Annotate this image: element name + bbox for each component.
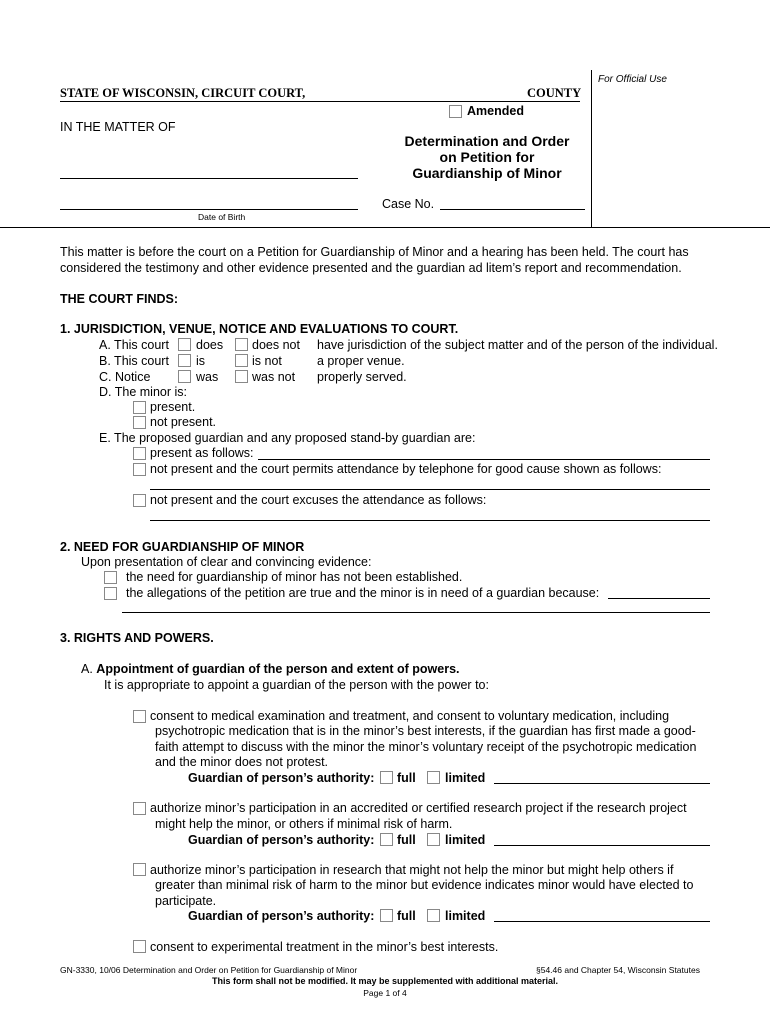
s1-e-excused-label: not present and the court excuses the attendance as follows: [150, 493, 487, 507]
authority-1-limited-line[interactable] [494, 783, 710, 784]
authority-label-1: Guardian of person’s authority: [188, 771, 375, 785]
authority-2-limited-label: limited [445, 833, 486, 847]
s1-a-text: have jurisdiction of the subject matter and of the person of the individual. [317, 338, 718, 352]
footer-statute: §54.46 and Chapter 54, Wisconsin Statutes [536, 965, 700, 975]
power-medical-line-4: and the minor does not protest. [155, 755, 329, 769]
s2-sub: Upon presentation of clear and convincing evidence: [81, 555, 372, 569]
authority-1-limited-label: limited [445, 771, 486, 785]
s1-e-present-label: present as follows: [150, 446, 254, 460]
authority-2-full-checkbox[interactable] [380, 833, 393, 846]
s2-allegations-true-label: the allegations of the petition are true and the minor is in need of a guardian because: [126, 586, 600, 600]
s1-b-is-not-checkbox[interactable] [235, 354, 248, 367]
form-title-line-2: on Petition for [439, 149, 535, 165]
authority-2-limited-checkbox[interactable] [427, 833, 440, 846]
authority-3-limited-checkbox[interactable] [427, 909, 440, 922]
date-of-birth-label: Date of Birth [198, 212, 246, 222]
s1-c-was-not-checkbox[interactable] [235, 370, 248, 383]
s3-a-prefix: A. [81, 662, 93, 676]
authority-3-full-label: full [397, 909, 416, 923]
s1-a-does-not-checkbox[interactable] [235, 338, 248, 351]
s1-e-present-checkbox[interactable] [133, 447, 146, 460]
s2-allegations-true-checkbox[interactable] [104, 587, 117, 600]
s1-a-does-not-label: does not [252, 338, 300, 352]
power-research-others-line-3: participate. [155, 894, 217, 908]
authority-1-limited-checkbox[interactable] [427, 771, 440, 784]
case-no-label: Case No. [382, 197, 435, 211]
power-research-line-1: authorize minor’s participation in an accredited or certified research project if the research project [150, 801, 687, 815]
footer-notice: This form shall not be modified. It may be supplemented with additional material. [211, 976, 559, 986]
s2-not-established-checkbox[interactable] [104, 571, 117, 584]
s2-because-line-2[interactable] [122, 612, 710, 613]
authority-1-full-label: full [397, 771, 416, 785]
s1-d-present-checkbox[interactable] [133, 401, 146, 414]
s1-a-does-label: does [196, 338, 224, 352]
date-of-birth-line[interactable] [60, 209, 358, 210]
intro-line-2: considered the testimony and other evidence presented and the guardian ad litem’s report and recommendation. [60, 261, 682, 275]
s1-c-was-label: was [196, 370, 219, 384]
s1-e-telephone-checkbox[interactable] [133, 463, 146, 476]
s1-d-present-label: present. [150, 400, 196, 414]
s1-e-present-line[interactable] [258, 459, 710, 460]
s1-c-was-checkbox[interactable] [178, 370, 191, 383]
s2-because-line-1[interactable] [608, 598, 710, 599]
authority-label-2: Guardian of person’s authority: [188, 833, 375, 847]
s1-c-text: properly served. [317, 370, 407, 384]
power-medical-line-3: faith attempt to discuss with the minor the minor’s voluntary receipt of the psychotropic medication [155, 740, 697, 754]
court-county-line[interactable] [60, 101, 580, 102]
official-use-divider [591, 70, 592, 228]
s3-a-heading: Appointment of guardian of the person and extent of powers. [96, 662, 460, 676]
footer-form-id: GN-3330, 10/06 Determination and Order on Petition for Guardianship of Minor [60, 965, 358, 975]
s1-e-excused-line[interactable] [150, 520, 710, 521]
s1-a-label: A. This court [99, 338, 169, 352]
county-label: COUNTY [527, 86, 582, 100]
power-research-checkbox[interactable] [133, 802, 146, 815]
case-no-line[interactable] [440, 209, 585, 210]
power-medical-checkbox[interactable] [133, 710, 146, 723]
s1-d-not-present-checkbox[interactable] [133, 416, 146, 429]
authority-3-limited-label: limited [445, 909, 486, 923]
s1-a-does-checkbox[interactable] [178, 338, 191, 351]
authority-label-3: Guardian of person’s authority: [188, 909, 375, 923]
s1-b-text: a proper venue. [317, 354, 405, 368]
section-3-heading: 3. RIGHTS AND POWERS. [60, 631, 214, 645]
authority-3-full-checkbox[interactable] [380, 909, 393, 922]
s2-not-established-label: the need for guardianship of minor has not been established. [126, 570, 463, 584]
s1-e-excused-checkbox[interactable] [133, 494, 146, 507]
s1-b-is-label: is [196, 354, 206, 368]
authority-3-limited-line[interactable] [494, 921, 710, 922]
footer-page-number: Page 1 of 4 [363, 988, 407, 998]
power-medical-line-1: consent to medical examination and treatment, and consent to voluntary medication, including [150, 709, 670, 723]
court-label: STATE OF WISCONSIN, CIRCUIT COURT, [60, 86, 306, 100]
s1-e-telephone-label: not present and the court permits attendance by telephone for good cause shown as follows: [150, 462, 662, 476]
s1-b-label: B. This court [99, 354, 169, 368]
s1-c-label: C. Notice [99, 370, 151, 384]
s1-d-not-present-label: not present. [150, 415, 217, 429]
power-experimental-label: consent to experimental treatment in the minor’s best interests. [150, 940, 499, 954]
s1-c-was-not-label: was not [252, 370, 296, 384]
official-use-label: For Official Use [598, 74, 667, 85]
authority-1-full-checkbox[interactable] [380, 771, 393, 784]
power-research-others-line-1: authorize minor’s participation in research that might not help the minor but might help others if [150, 863, 674, 877]
court-finds-heading: THE COURT FINDS: [60, 292, 179, 306]
authority-2-full-label: full [397, 833, 416, 847]
s1-e-telephone-line[interactable] [150, 489, 710, 490]
s3-a-sub: It is appropriate to appoint a guardian of the person with the power to: [104, 678, 489, 692]
header-divider [0, 227, 770, 228]
authority-2-limited-line[interactable] [494, 845, 710, 846]
intro-line-1: This matter is before the court on a Petition for Guardianship of Minor and a hearing has been held. The court has [60, 245, 689, 259]
s1-e-label: E. The proposed guardian and any proposed stand-by guardian are: [99, 431, 476, 445]
matter-of-label: IN THE MATTER OF [60, 120, 176, 134]
s1-d-label: D. The minor is: [99, 385, 187, 399]
power-experimental-checkbox[interactable] [133, 940, 146, 953]
form-title-line-3: Guardianship of Minor [412, 165, 562, 181]
power-medical-line-2: psychotropic medication that is in the minor’s best interests, if the guardian has first made a good- [155, 724, 696, 738]
s1-b-is-checkbox[interactable] [178, 354, 191, 367]
s3-a-heading-row [81, 662, 460, 676]
minor-name-line[interactable] [60, 178, 358, 179]
power-research-line-2: might help the minor, or others if minimal risk of harm. [155, 817, 453, 831]
form-title-line-1: Determination and Order [404, 133, 570, 149]
amended-label: Amended [467, 104, 524, 118]
amended-checkbox[interactable] [449, 105, 462, 118]
section-2-heading: 2. NEED FOR GUARDIANSHIP OF MINOR [60, 540, 305, 554]
power-research-others-line-2: greater than minimal risk of harm to the minor but evidence indicates minor would have elected to [155, 878, 694, 892]
s1-b-is-not-label: is not [252, 354, 282, 368]
section-1-heading: 1. JURISDICTION, VENUE, NOTICE AND EVALUATIONS TO COURT. [60, 322, 459, 336]
power-research-others-checkbox[interactable] [133, 863, 146, 876]
